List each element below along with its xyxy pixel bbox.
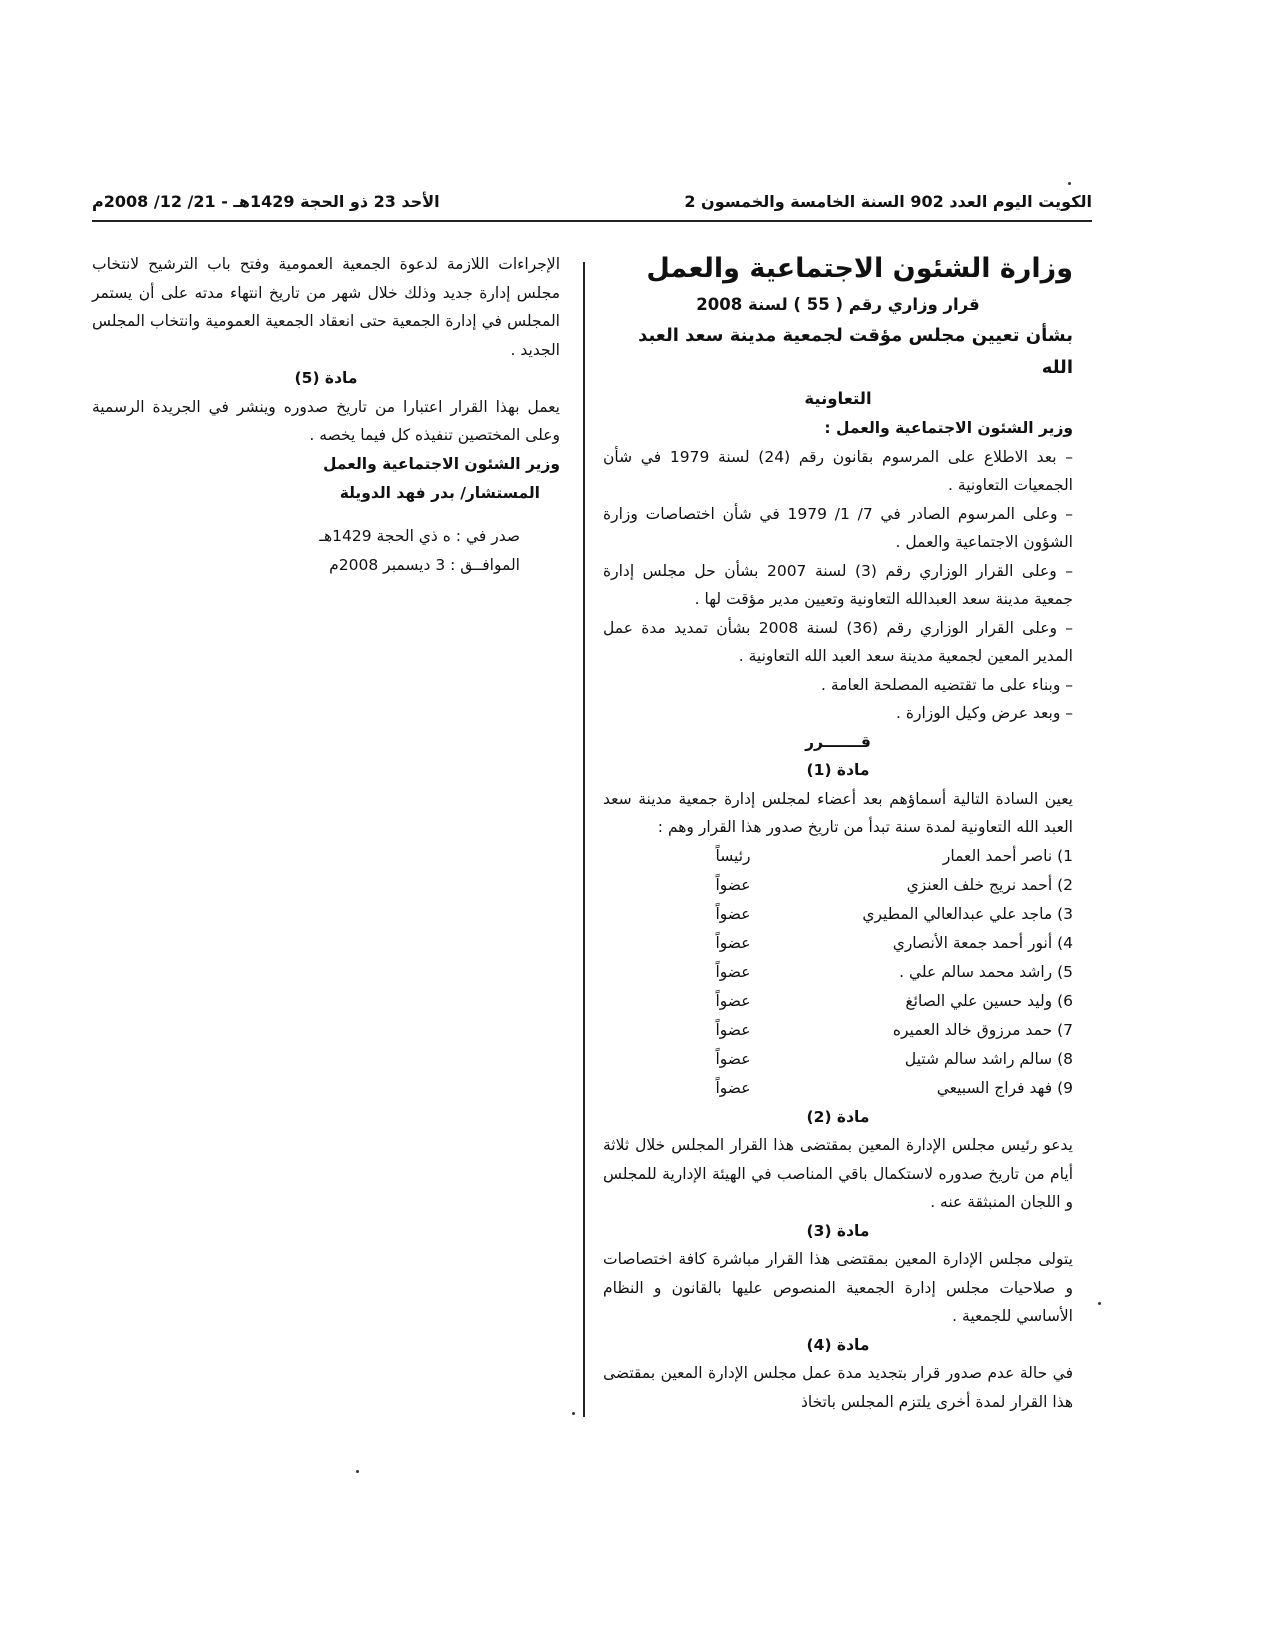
- preamble-item: – وبناء على ما تقتضيه المصلحة العامة .: [821, 675, 1073, 694]
- preamble-item: – وعلى القرار الوزاري رقم (36) لسنة 2008 بشأن تمديد مدة عمل المدير المعين لجمعية مدينة سعد العبد الله التعاونية .: [603, 618, 1073, 665]
- left-column: [92, 250, 560, 580]
- member-name: 9) فهد فراج السبيعي: [936, 1078, 1073, 1097]
- member-row: [603, 871, 1073, 900]
- member-role: عضواً: [715, 904, 751, 923]
- article-4-continuation: الإجراءات اللازمة لدعوة الجمعية العمومية وفتح باب الترشيح لانتخاب مجلس إدارة جديد وذلك خلال شهر من تاريخ انتهاء مدته على أن يستمر المجلس في إدارة الجمعية حتى انعقاد الجمعية العمومية وانتخاب المجلس الجديد .: [92, 255, 560, 359]
- column-divider: [583, 262, 585, 1417]
- member-row: [603, 958, 1073, 987]
- signer-name: المستشار/ بدر فهد الدويلة: [339, 483, 540, 502]
- article-2-title: مادة (2): [806, 1107, 870, 1126]
- scan-speck: [356, 1470, 359, 1473]
- member-row: [603, 1074, 1073, 1103]
- members-list: [603, 842, 1073, 1103]
- member-name: 2) أحمد نريج خلف العنزي: [906, 875, 1073, 894]
- article-5-text: يعمل بهذا القرار اعتبارا من تاريخ صدوره وينشر في الجريدة الرسمية وعلى المختصين تنفيذه كل فيما يخصه .: [92, 397, 560, 444]
- header-issue-info: الكويت اليوم العدد 902 السنة الخامسة والخمسون 2: [684, 192, 1092, 211]
- article-4-text: في حالة عدم صدور قرار بتجديد مدة عمل مجلس الإدارة المعين بمقتضى هذا القرار لمدة أخرى يلتزم المجلس باتخاذ: [603, 1364, 1073, 1411]
- article-3-title: مادة (3): [806, 1221, 870, 1240]
- member-row: [603, 1045, 1073, 1074]
- member-role: عضواً: [715, 875, 751, 894]
- decision-number: قرار وزاري رقم ( 55 ) لسنة 2008: [696, 295, 980, 314]
- header-date: الأحد 23 ذو الحجة 1429هـ - 21/ 12/ 2008م: [92, 192, 440, 211]
- header-rule: [92, 220, 1092, 222]
- preamble-item: – وعلى القرار الوزاري رقم (3) لسنة 2007 بشأن حل مجلس إدارة جمعية مدينة سعد العبدالله التعاونية وتعيين مدير مؤقت لها .: [603, 561, 1073, 608]
- article-2-text: يدعو رئيس مجلس الإدارة المعين بمقتضى هذا القرار المجلس خلال ثلاثة أيام من تاريخ صدوره لاستكمال باقي المناصب في الهيئة الإدارية للمجلس و اللجان المنبثقة عنه .: [603, 1136, 1073, 1211]
- member-role: عضواً: [715, 1020, 751, 1039]
- article-5-title: مادة (5): [294, 369, 358, 387]
- scan-speck: [572, 1412, 575, 1415]
- member-row: [603, 929, 1073, 958]
- minister-line: وزير الشئون الاجتماعية والعمل :: [824, 419, 1073, 437]
- decides-heading: قـــــــرر: [805, 732, 871, 751]
- member-name: 8) سالم راشد سالم شتيل: [904, 1049, 1073, 1068]
- scan-speck: [1098, 1302, 1101, 1305]
- member-role: عضواً: [715, 1078, 751, 1097]
- member-row: [603, 842, 1073, 871]
- member-role: عضواً: [715, 991, 751, 1010]
- ministry-title: وزارة الشئون الاجتماعية والعمل: [646, 253, 1073, 284]
- signer-title: وزير الشئون الاجتماعية والعمل: [322, 454, 560, 473]
- article-1-title: مادة (1): [806, 761, 870, 779]
- preamble-item: – وبعد عرض وكيل الوزارة .: [896, 704, 1073, 722]
- member-name: 3) ماجد علي عبدالعالي المطيري: [862, 904, 1073, 923]
- decision-subject: بشأن تعيين مجلس مؤقت لجمعية مدينة سعد العبد الله: [638, 325, 1073, 378]
- preamble-item: – وعلى المرسوم الصادر في 7/ 1/ 1979 في شأن اختصاصات وزارة الشؤون الاجتماعية والعمل .: [603, 504, 1074, 551]
- scan-speck: [1068, 182, 1071, 185]
- page-header: [92, 192, 1092, 220]
- member-role: عضواً: [715, 962, 751, 981]
- right-column: [603, 252, 1073, 1416]
- issued-date-hijri: صدر في : ه ذي الحجة 1429هـ: [319, 526, 520, 545]
- member-name: 1) ناصر أحمد العمار: [942, 846, 1073, 865]
- spacer: [92, 508, 560, 522]
- decision-subject-cont: التعاونية: [804, 389, 872, 408]
- member-name: 5) راشد محمد سالم علي .: [899, 962, 1073, 981]
- member-row: [603, 987, 1073, 1016]
- member-name: 6) وليد حسين علي الصائغ: [905, 991, 1073, 1010]
- member-row: [603, 1016, 1073, 1045]
- member-name: 7) حمد مرزوق خالد العميره: [892, 1020, 1073, 1039]
- article-4-title: مادة (4): [806, 1335, 870, 1354]
- article-3-text: يتولى مجلس الإدارة المعين بمقتضى هذا القرار مباشرة كافة اختصاصات و صلاحيات مجلس إدارة الجمعية المنصوص عليها بالقانون و النظام الأساسي للجمعية .: [603, 1250, 1073, 1325]
- member-row: [603, 900, 1073, 929]
- member-name: 4) أنور أحمد جمعة الأنصاري: [892, 933, 1073, 952]
- article-1-text: يعين السادة التالية أسماؤهم بعد أعضاء لمجلس إدارة جمعية مدينة سعد العبد الله التعاونية لمدة سنة تبدأ من تاريخ صدور هذا القرار وهم :: [603, 789, 1073, 836]
- issued-date-gregorian: الموافــق : 3 ديسمبر 2008م: [329, 555, 520, 574]
- member-role: عضواً: [715, 933, 751, 952]
- member-role: عضواً: [715, 1049, 751, 1068]
- preamble-item: – بعد الاطلاع على المرسوم بقانون رقم (24) لسنة 1979 في شأن الجمعيات التعاونية .: [603, 447, 1073, 494]
- member-role: رئيساً: [715, 846, 751, 865]
